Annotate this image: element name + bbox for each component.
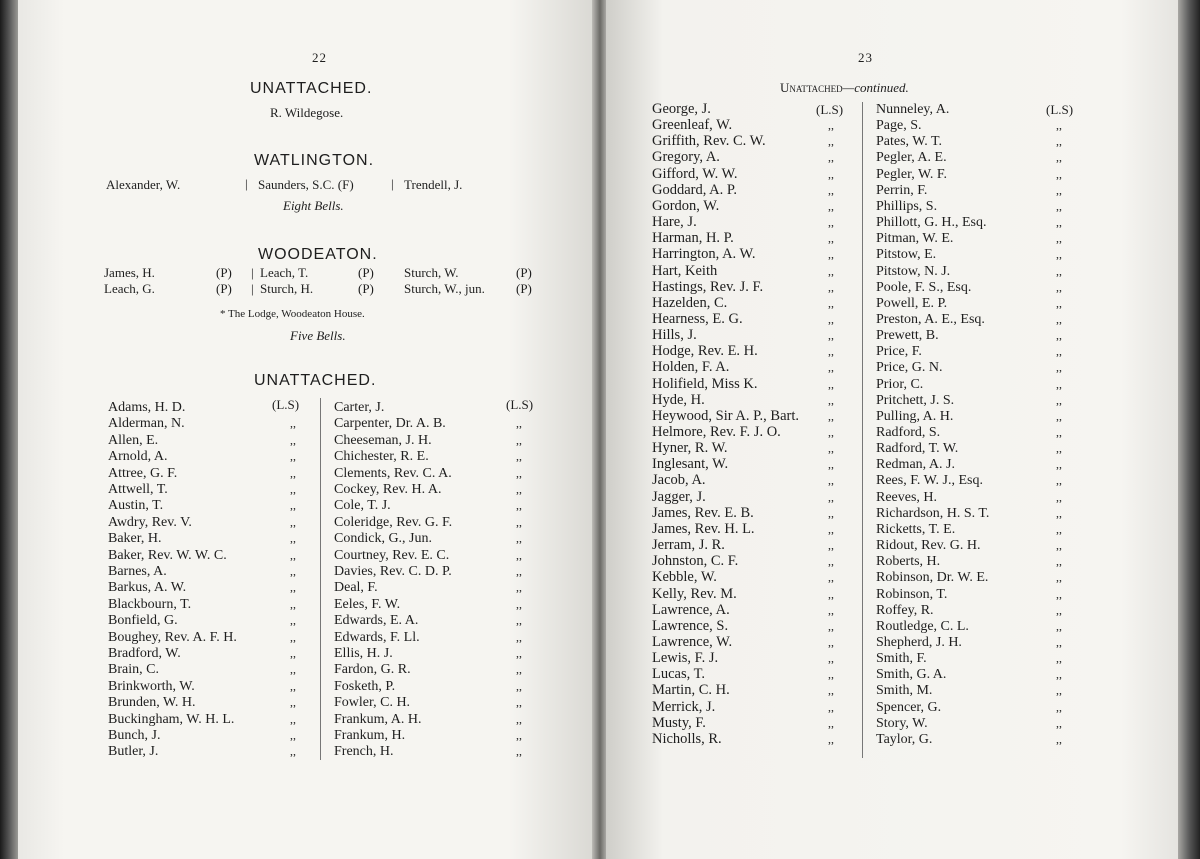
list-item: Harman, H. P. <box>652 230 734 247</box>
list-item: Eeles, F. W. <box>334 596 401 612</box>
column-divider <box>862 102 863 758</box>
ditto-mark: ,, <box>290 662 296 677</box>
ditto-mark: ,, <box>290 728 296 742</box>
woodeaton-name: Leach, T. <box>260 265 309 280</box>
ditto-mark: ,, <box>1056 215 1062 229</box>
wildegose-entry: R. Wildegose. <box>270 105 344 120</box>
ditto-mark: ,, <box>1056 554 1062 569</box>
continued-heading-caps: Unattached <box>780 80 843 95</box>
col2-header: (L.S) <box>506 397 534 412</box>
ditto-mark: ,, <box>1056 182 1062 197</box>
list-item: Lawrence, S. <box>652 617 729 634</box>
left-page <box>18 0 596 859</box>
list-item: Reeves, H. <box>876 489 938 505</box>
ditto-mark: ,, <box>828 328 834 343</box>
list-item: Jacob, A. <box>652 472 706 489</box>
divider-bar: | <box>245 176 248 191</box>
list-item: Pegler, A. E. <box>876 150 947 166</box>
ditto-mark: ,, <box>828 667 834 682</box>
ditto-mark: ,, <box>828 489 834 504</box>
woodeaton-mark: (P) <box>358 281 374 296</box>
list-item: Brunden, W. H. <box>108 695 196 711</box>
ditto-mark: ,, <box>516 646 522 660</box>
list-item: Pulling, A. H. <box>876 408 954 424</box>
ditto-mark: ,, <box>1056 118 1062 133</box>
ditto-mark: ,, <box>828 376 834 391</box>
watlington-bells: Eight Bells. <box>283 198 344 213</box>
book-edge-left <box>0 0 18 859</box>
watlington-entry-1: Alexander, W. <box>106 177 181 192</box>
ditto-mark: ,, <box>516 711 522 726</box>
woodeaton-name: Sturch, W. <box>404 265 459 280</box>
ditto-mark: ,, <box>290 432 296 447</box>
woodeaton-mark: (P) <box>216 265 232 280</box>
ditto-mark: ,, <box>1056 376 1062 391</box>
ditto-mark: ,, <box>828 473 834 488</box>
ditto-mark: ,, <box>290 744 296 759</box>
ditto-mark: ,, <box>828 505 834 520</box>
column-divider <box>320 398 321 760</box>
book-edge-right <box>1178 0 1200 859</box>
list-item: Bonfield, G. <box>108 613 178 629</box>
woodeaton-name: James, H. <box>104 265 155 280</box>
list-item: Spencer, G. <box>876 699 942 715</box>
ditto-mark: ,, <box>828 311 834 326</box>
list-item: Bradford, W. <box>108 646 181 661</box>
list-item: Harrington, A. W. <box>652 246 756 263</box>
list-item: Baker, Rev. W. W. C. <box>108 547 227 563</box>
ditto-mark: ,, <box>1056 247 1062 262</box>
list-item: Radford, T. W. <box>876 441 959 457</box>
ditto-mark: ,, <box>828 408 834 423</box>
ditto-mark: ,, <box>828 554 834 569</box>
list-item: Edwards, E. A. <box>334 613 419 629</box>
list-item: Alderman, N. <box>108 416 185 432</box>
divider-bar: | <box>251 281 254 296</box>
woodeaton-mark: (P) <box>216 281 232 296</box>
list-item: Pates, W. T. <box>876 134 942 150</box>
list-item: Baker, H. <box>108 531 162 547</box>
col1-header: (L.S) <box>272 397 300 412</box>
ditto-mark: ,, <box>828 263 834 278</box>
list-item: Hyner, R. W. <box>652 440 728 457</box>
list-item: Chichester, R. E. <box>334 449 429 465</box>
list-item: Nicholls, R. <box>652 730 722 747</box>
ditto-mark: ,, <box>1056 441 1062 456</box>
page-number-right: 23 <box>858 50 873 65</box>
ditto-mark: ,, <box>828 731 834 746</box>
list-item: Fosketh, P. <box>334 678 396 694</box>
ditto-mark: ,, <box>290 629 296 644</box>
ditto-mark: ,, <box>828 538 834 552</box>
ditto-mark: ,, <box>1056 505 1062 520</box>
right-page <box>606 0 1178 859</box>
list-item: Rees, F. W. J., Esq. <box>876 473 984 489</box>
ditto-mark: ,, <box>828 602 834 617</box>
list-item: Martin, C. H. <box>652 682 730 699</box>
ditto-mark: ,, <box>1056 731 1062 746</box>
ditto-mark: ,, <box>828 392 834 407</box>
ditto-mark: ,, <box>516 662 522 677</box>
heading-unattached-2: UNATTACHED. <box>254 372 377 389</box>
ditto-mark: ,, <box>1056 667 1062 682</box>
ditto-mark: ,, <box>1056 457 1062 472</box>
list-item: Smith, M. <box>876 683 933 699</box>
list-item: Smith, F. <box>876 651 927 667</box>
list-item: Ridout, Rev. G. H. <box>876 538 981 553</box>
heading-unattached-1: UNATTACHED. <box>250 80 373 97</box>
list-item: Jerram, J. R. <box>652 537 725 553</box>
ditto-mark: ,, <box>828 634 834 649</box>
list-item: Clements, Rev. C. A. <box>334 465 452 481</box>
ditto-mark: ,, <box>1056 231 1062 246</box>
woodeaton-name: Sturch, H. <box>260 281 314 296</box>
ditto-mark: ,, <box>1056 279 1062 294</box>
ditto-mark: ,, <box>828 570 834 585</box>
list-item: Shepherd, J. H. <box>876 634 962 650</box>
watlington-entry-2: Saunders, S.C. (F) <box>258 177 354 192</box>
ditto-mark: ,, <box>290 678 296 693</box>
list-item: Brain, C. <box>108 662 159 678</box>
list-item: Attree, G. F. <box>108 465 178 481</box>
ditto-mark: ,, <box>516 498 522 513</box>
ditto-mark: ,, <box>290 695 296 710</box>
ditto-mark: ,, <box>1056 473 1062 488</box>
ditto-mark: ,, <box>1056 651 1062 666</box>
ditto-mark: ,, <box>828 360 834 375</box>
ditto-mark: ,, <box>828 521 834 536</box>
list-item: Gordon, W. <box>652 197 720 214</box>
list-item: Pitman, W. E. <box>876 231 954 247</box>
list-item: Hastings, Rev. J. F. <box>652 278 764 295</box>
ditto-mark: ,, <box>1056 328 1062 343</box>
list-item: Gregory, A. <box>652 149 720 166</box>
ditto-mark: ,, <box>516 564 522 578</box>
continued-heading <box>780 80 909 96</box>
woodeaton-note: * The Lodge, Woodeaton House. <box>220 308 365 320</box>
list-item: Arnold, A. <box>108 449 168 465</box>
list-item: Prewett, B. <box>876 328 939 344</box>
list-item: Bunch, J. <box>108 728 161 743</box>
list-item: Awdry, Rev. V. <box>108 514 192 530</box>
divider-bar: | <box>391 176 394 191</box>
list-item: Greenleaf, W. <box>652 117 733 134</box>
heading-woodeaton: WOODEATON. <box>258 246 378 263</box>
ditto-mark: ,, <box>516 465 522 480</box>
ditto-mark: ,, <box>828 215 834 229</box>
col2-header: (L.S) <box>1046 102 1074 117</box>
ditto-mark: ,, <box>516 547 522 562</box>
list-item: Musty, F. <box>652 714 706 731</box>
list-item: Adams, H. D. <box>108 400 186 415</box>
ditto-mark: ,, <box>1056 134 1062 149</box>
list-item: Routledge, C. L. <box>876 618 969 634</box>
ditto-mark: ,, <box>828 118 834 133</box>
list-item: Merrick, J. <box>652 698 716 715</box>
list-item: Butler, J. <box>108 744 159 760</box>
ditto-mark: ,, <box>290 531 296 546</box>
list-item: Radford, S. <box>876 425 941 440</box>
list-item: Griffith, Rev. C. W. <box>652 133 766 150</box>
list-item: Barkus, A. W. <box>108 580 187 596</box>
ditto-mark: ,, <box>828 425 834 439</box>
ditto-mark: ,, <box>290 514 296 529</box>
list-item: Blackbourn, T. <box>108 596 192 612</box>
ditto-mark: ,, <box>516 596 522 611</box>
list-item: Condick, G., Jun. <box>334 531 432 547</box>
list-item: Hills, J. <box>652 327 697 344</box>
list-item: Lawrence, W. <box>652 633 733 650</box>
ditto-mark: ,, <box>1056 715 1062 730</box>
ditto-mark: ,, <box>1056 699 1062 714</box>
ditto-mark: ,, <box>290 465 296 480</box>
list-item: Redman, A. J. <box>876 457 955 473</box>
ditto-mark: ,, <box>1056 489 1062 504</box>
ditto-mark: ,, <box>1056 360 1062 375</box>
list-item: Hodge, Rev. E. H. <box>652 343 758 360</box>
ditto-mark: ,, <box>1056 538 1062 552</box>
list-item: Holden, F. A. <box>652 359 730 376</box>
ditto-mark: ,, <box>290 564 296 578</box>
list-item: Pitstow, E. <box>876 247 937 263</box>
list-item: Deal, F. <box>334 580 378 596</box>
ditto-mark: ,, <box>290 482 296 496</box>
woodeaton-name: Leach, G. <box>104 281 155 296</box>
ditto-mark: ,, <box>828 344 834 359</box>
list-item: Gifford, W. W. <box>652 165 738 182</box>
ditto-mark: ,, <box>828 231 834 246</box>
list-item: Buckingham, W. H. L. <box>108 711 235 727</box>
list-item: Lucas, T. <box>652 666 706 683</box>
list-item: Smith, G. A. <box>876 667 947 683</box>
ditto-mark: ,, <box>516 514 522 529</box>
list-item: Holifield, Miss K. <box>652 375 758 392</box>
ditto-mark: ,, <box>1056 392 1062 407</box>
list-item: Robinson, Dr. W. E. <box>876 570 989 586</box>
ditto-mark: ,, <box>516 449 522 464</box>
ditto-mark: ,, <box>516 416 522 431</box>
ditto-mark: ,, <box>1056 634 1062 649</box>
ditto-mark: ,, <box>1056 150 1062 165</box>
list-item: Courtney, Rev. E. C. <box>334 547 450 563</box>
ditto-mark: ,, <box>828 715 834 730</box>
list-item: Carter, J. <box>334 400 385 415</box>
ditto-mark: ,, <box>828 441 834 456</box>
list-item: Lawrence, A. <box>652 601 730 618</box>
ditto-mark: ,, <box>290 416 296 431</box>
ditto-mark: ,, <box>290 449 296 464</box>
col1-header: (L.S) <box>816 102 844 117</box>
ditto-mark: ,, <box>290 498 296 513</box>
list-item: Kebble, W. <box>652 569 717 586</box>
list-item: James, Rev. H. L. <box>652 520 755 537</box>
ditto-mark: ,, <box>516 728 522 742</box>
ditto-mark: ,, <box>516 744 522 759</box>
list-item: Poole, F. S., Esq. <box>876 279 972 295</box>
list-item: Taylor, G. <box>876 731 933 747</box>
list-item: Cole, T. J. <box>334 498 391 514</box>
watlington-entry-3: Trendell, J. <box>404 177 463 192</box>
list-item: Goddard, A. P. <box>652 181 737 198</box>
list-item: Ricketts, T. E. <box>876 521 956 537</box>
list-item: Johnston, C. F. <box>652 553 739 570</box>
list-item: Austin, T. <box>108 498 164 514</box>
continued-heading-italic: —continued. <box>842 80 909 95</box>
ditto-mark: ,, <box>1056 602 1062 617</box>
woodeaton-mark: (P) <box>516 265 532 280</box>
list-item: Fowler, C. H. <box>334 695 411 711</box>
list-item: Perrin, F. <box>876 182 928 198</box>
list-item: Davies, Rev. C. D. P. <box>334 564 452 579</box>
list-item: Inglesant, W. <box>652 456 729 473</box>
ditto-mark: ,, <box>516 482 522 496</box>
ditto-mark: ,, <box>516 580 522 595</box>
list-item: Story, W. <box>876 715 928 731</box>
ditto-mark: ,, <box>290 580 296 595</box>
list-item: Brinkworth, W. <box>108 678 195 694</box>
ditto-mark: ,, <box>1056 521 1062 536</box>
ditto-mark: ,, <box>828 699 834 714</box>
ditto-mark: ,, <box>828 150 834 165</box>
list-item: Attwell, T. <box>108 482 168 497</box>
list-item: Prior, C. <box>876 376 924 392</box>
ditto-mark: ,, <box>828 683 834 698</box>
list-item: Pritchett, J. S. <box>876 392 955 408</box>
ditto-mark: ,, <box>828 586 834 601</box>
ditto-mark: ,, <box>1056 198 1062 213</box>
divider-bar: | <box>251 265 254 280</box>
list-item: Nunneley, A. <box>876 102 950 117</box>
ditto-mark: ,, <box>1056 311 1062 326</box>
list-item: James, Rev. E. B. <box>652 504 754 521</box>
ditto-mark: ,, <box>828 247 834 262</box>
woodeaton-name: Sturch, W., jun. <box>404 281 485 296</box>
ditto-mark: ,, <box>290 613 296 628</box>
list-item: George, J. <box>652 101 711 117</box>
list-item: Helmore, Rev. F. J. O. <box>652 424 781 440</box>
list-item: Price, F. <box>876 344 922 360</box>
ditto-mark: ,, <box>1056 166 1062 181</box>
list-item: Roberts, H. <box>876 554 941 570</box>
list-item: Ellis, H. J. <box>334 646 393 661</box>
ditto-mark: ,, <box>516 613 522 628</box>
list-item: Boughey, Rev. A. F. H. <box>108 629 237 645</box>
woodeaton-mark: (P) <box>358 265 374 280</box>
ditto-mark: ,, <box>516 678 522 693</box>
list-item: Price, G. N. <box>876 360 943 376</box>
list-item: Cheeseman, J. H. <box>334 432 432 448</box>
list-item: Preston, A. E., Esq. <box>876 311 985 327</box>
list-item: Allen, E. <box>108 432 159 448</box>
list-item: Jagger, J. <box>652 488 706 505</box>
list-item: Hart, Keith <box>652 262 718 279</box>
ditto-mark: ,, <box>290 547 296 562</box>
ditto-mark: ,, <box>290 596 296 611</box>
list-item: Edwards, F. Ll. <box>334 629 420 645</box>
ditto-mark: ,, <box>828 134 834 149</box>
ditto-mark: ,, <box>290 646 296 660</box>
list-item: Hyde, H. <box>652 391 705 408</box>
list-item: Barnes, A. <box>108 564 167 579</box>
list-item: Phillott, G. H., Esq. <box>876 215 987 230</box>
list-item: Powell, E. P. <box>876 295 948 311</box>
list-item: Roffey, R. <box>876 602 934 618</box>
list-item: Robinson, T. <box>876 586 948 602</box>
list-item: Page, S. <box>876 118 922 134</box>
list-item: Heywood, Sir A. P., Bart. <box>652 407 800 424</box>
ditto-mark: ,, <box>516 432 522 447</box>
ditto-mark: ,, <box>1056 344 1062 359</box>
ditto-mark: ,, <box>1056 586 1062 601</box>
ditto-mark: ,, <box>828 457 834 472</box>
ditto-mark: ,, <box>1056 618 1062 633</box>
ditto-mark: ,, <box>1056 570 1062 585</box>
ditto-mark: ,, <box>828 279 834 294</box>
ditto-mark: ,, <box>290 711 296 726</box>
heading-watlington: WATLINGTON. <box>254 152 375 169</box>
woodeaton-bells: Five Bells. <box>290 328 346 343</box>
list-item: Pegler, W. F. <box>876 166 948 182</box>
list-item: Frankum, A. H. <box>334 711 422 727</box>
page-number-left: 22 <box>312 50 327 65</box>
ditto-mark: ,, <box>1056 683 1062 698</box>
ditto-mark: ,, <box>828 166 834 181</box>
ditto-mark: ,, <box>828 182 834 197</box>
list-item: Hare, J. <box>652 214 697 230</box>
ditto-mark: ,, <box>1056 295 1062 310</box>
list-item: French, H. <box>334 744 394 760</box>
list-item: Carpenter, Dr. A. B. <box>334 416 446 432</box>
list-item: Hearness, E. G. <box>652 310 743 327</box>
ditto-mark: ,, <box>516 531 522 546</box>
list-item: Cockey, Rev. H. A. <box>334 482 442 497</box>
list-item: Coleridge, Rev. G. F. <box>334 514 453 530</box>
ditto-mark: ,, <box>516 695 522 710</box>
ditto-mark: ,, <box>516 629 522 644</box>
list-item: Pitstow, N. J. <box>876 263 951 279</box>
ditto-mark: ,, <box>1056 408 1062 423</box>
ditto-mark: ,, <box>828 295 834 310</box>
list-item: Lewis, F. J. <box>652 650 719 667</box>
list-item: Frankum, H. <box>334 728 406 743</box>
ditto-mark: ,, <box>828 651 834 666</box>
ditto-mark: ,, <box>828 618 834 633</box>
list-item: Richardson, H. S. T. <box>876 505 990 521</box>
list-item: Fardon, G. R. <box>334 662 411 678</box>
ditto-mark: ,, <box>828 198 834 213</box>
list-item: Kelly, Rev. M. <box>652 585 737 602</box>
woodeaton-mark: (P) <box>516 281 532 296</box>
list-item: Hazelden, C. <box>652 294 728 311</box>
list-item: Phillips, S. <box>876 198 938 214</box>
ditto-mark: ,, <box>1056 425 1062 439</box>
ditto-mark: ,, <box>1056 263 1062 278</box>
